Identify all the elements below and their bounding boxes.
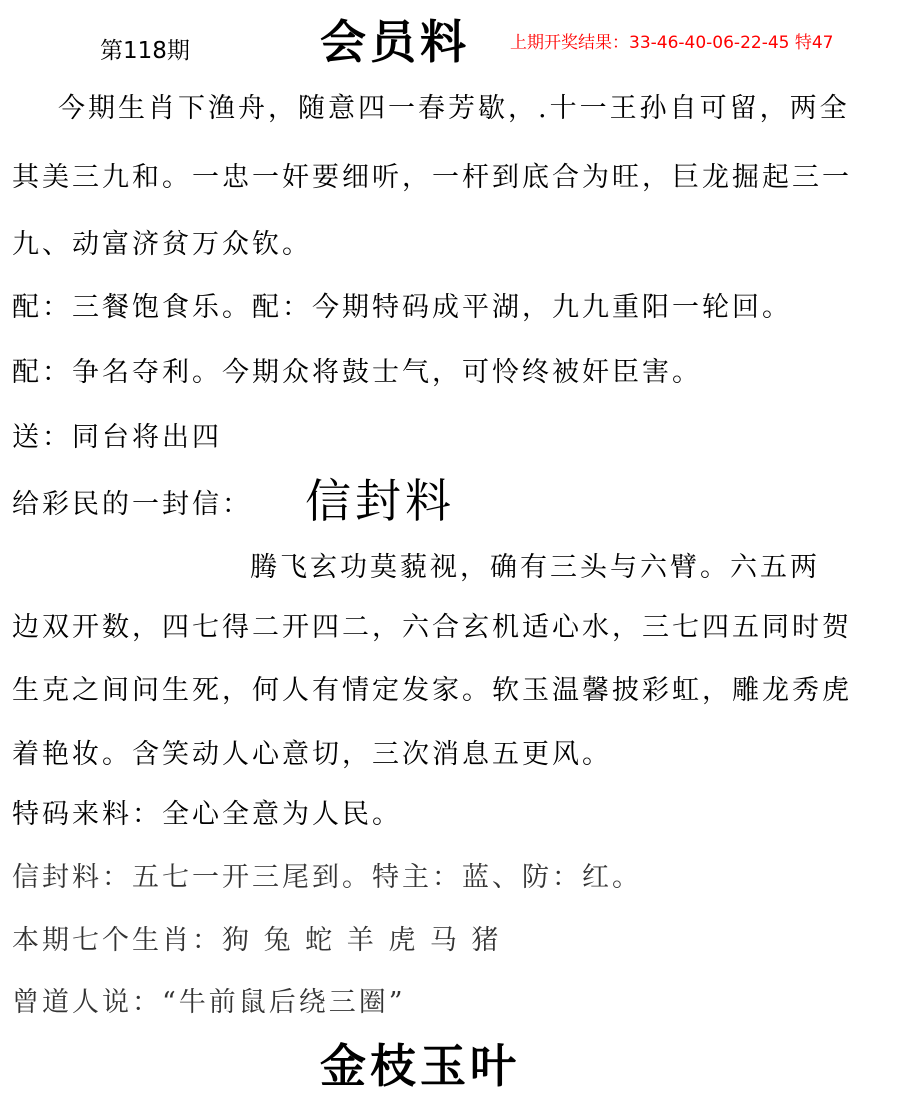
tema-line: 特码来料：全心全意为人民。: [12, 799, 402, 830]
poem-line-1: 今期生肖下渔舟，随意四一春芳歇，.十一王孙自可留，两全: [58, 93, 850, 124]
footer-title: 金枝玉叶: [320, 1039, 520, 1093]
poem-line-3: 九、动富济贫万众钦。: [12, 229, 312, 260]
last-draw-result: 上期开奖结果：33-46-40-06-22-45 特47: [510, 33, 834, 53]
xinfeng-line: 信封料：五七一开三尾到。特主：蓝、防：红。: [12, 862, 642, 893]
page-title: 会员料: [320, 15, 470, 69]
issue-number: 第118期: [100, 38, 190, 64]
letter-line-1: 腾飞玄功莫藐视，确有三头与六臂。六五两: [250, 552, 820, 583]
pei-line-1: 配：三餐饱食乐。配：今期特码成平湖，九九重阳一轮回。: [12, 292, 792, 323]
letter-line-4: 着艳妆。含笑动人心意切，三次消息五更风。: [12, 739, 612, 770]
zodiac-line: 本期七个生肖：狗 兔 蛇 羊 虎 马 猪: [12, 925, 502, 956]
letter-intro: 给彩民的一封信：: [12, 489, 252, 520]
saying-line: 曾道人说：“牛前鼠后绕三圈”: [12, 987, 406, 1018]
song-line: 送：同台将出四: [12, 422, 222, 453]
letter-line-2: 边双开数，四七得二开四二，六合玄机适心水，三七四五同时贺: [12, 612, 852, 643]
poem-line-2: 其美三九和。一忠一奸要细听，一杆到底合为旺，巨龙掘起三一: [12, 162, 852, 193]
letter-line-3: 生克之间问生死，何人有情定发家。软玉温馨披彩虹，雕龙秀虎: [12, 675, 852, 706]
letter-title: 信封料: [305, 474, 455, 528]
pei-line-2: 配：争名夺利。今期众将鼓士气，可怜终被奸臣害。: [12, 357, 702, 388]
